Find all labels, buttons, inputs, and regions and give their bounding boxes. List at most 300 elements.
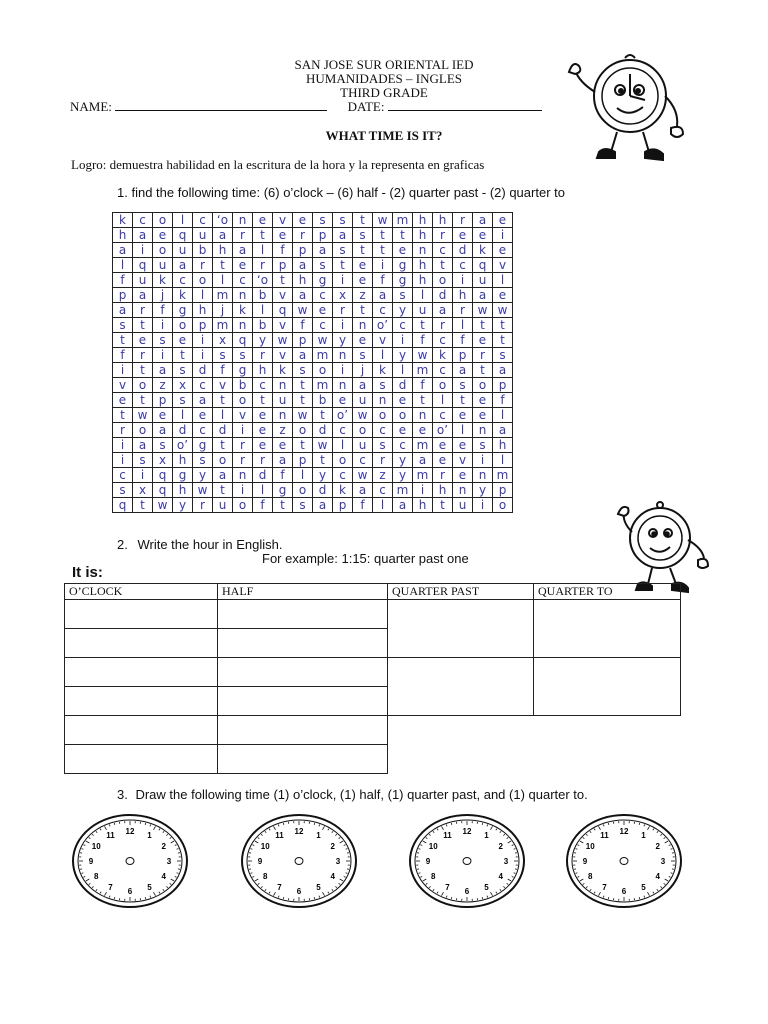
word-search-cell[interactable]: r (253, 348, 273, 363)
word-search-cell[interactable]: h (433, 483, 453, 498)
word-search-cell[interactable]: e (473, 408, 493, 423)
word-search-cell[interactable]: k (273, 363, 293, 378)
word-search-cell[interactable]: t (133, 498, 153, 513)
answer-cell[interactable] (65, 658, 218, 687)
word-search-cell[interactable]: w (153, 498, 173, 513)
word-search-cell[interactable]: k (233, 303, 253, 318)
word-search-cell[interactable]: j (353, 363, 373, 378)
word-search-cell[interactable]: n (333, 348, 353, 363)
word-search-cell[interactable]: t (173, 348, 193, 363)
word-search-cell[interactable]: t (133, 363, 153, 378)
word-search-cell[interactable]: t (133, 318, 153, 333)
word-search-cell[interactable]: s (473, 438, 493, 453)
word-search-cell[interactable]: f (453, 333, 473, 348)
word-search-cell[interactable]: c (193, 423, 213, 438)
word-search-cell[interactable]: i (113, 453, 133, 468)
word-search-cell[interactable]: e (473, 333, 493, 348)
word-search-cell[interactable]: s (493, 348, 513, 363)
word-search-cell[interactable]: s (213, 348, 233, 363)
word-search-cell[interactable]: t (133, 393, 153, 408)
word-search-cell[interactable]: c (353, 453, 373, 468)
word-search-cell[interactable]: ‘o (213, 213, 233, 228)
word-search-cell[interactable]: t (353, 213, 373, 228)
word-search-cell[interactable]: o’ (173, 438, 193, 453)
word-search-cell[interactable]: i (333, 318, 353, 333)
word-search-cell[interactable]: v (113, 378, 133, 393)
word-search-cell[interactable]: c (253, 378, 273, 393)
word-search-cell[interactable]: n (453, 483, 473, 498)
word-search-cell[interactable]: a (113, 303, 133, 318)
answer-cell[interactable] (65, 745, 218, 774)
word-search-cell[interactable]: f (113, 273, 133, 288)
word-search-cell[interactable]: e (353, 273, 373, 288)
word-search-cell[interactable]: t (293, 438, 313, 453)
word-search-cell[interactable]: d (313, 423, 333, 438)
word-search-cell[interactable]: v (273, 318, 293, 333)
word-search-cell[interactable]: d (453, 243, 473, 258)
word-search-cell[interactable]: h (173, 483, 193, 498)
word-search-cell[interactable]: w (493, 303, 513, 318)
word-search-cell[interactable]: h (213, 243, 233, 258)
word-search-cell[interactable]: o (313, 363, 333, 378)
word-search-cell[interactable]: c (393, 438, 413, 453)
word-search-cell[interactable]: o (433, 273, 453, 288)
clock-face-3[interactable] (407, 812, 527, 910)
word-search-cell[interactable]: l (493, 273, 513, 288)
word-search-cell[interactable]: h (453, 288, 473, 303)
word-search-cell[interactable]: a (133, 228, 153, 243)
word-search-cell[interactable]: g (313, 273, 333, 288)
word-search-cell[interactable]: q (153, 483, 173, 498)
word-search-cell[interactable]: e (393, 393, 413, 408)
word-search-cell[interactable]: s (293, 363, 313, 378)
clock-face-2[interactable] (239, 812, 359, 910)
word-search-cell[interactable]: e (493, 243, 513, 258)
answer-cell[interactable] (65, 629, 218, 658)
word-search-cell[interactable]: i (373, 258, 393, 273)
word-search-cell[interactable]: t (433, 498, 453, 513)
word-search-cell[interactable]: n (273, 378, 293, 393)
word-search-cell[interactable]: c (373, 483, 393, 498)
word-search-cell[interactable]: z (353, 288, 373, 303)
word-search-cell[interactable]: c (373, 303, 393, 318)
word-search-cell[interactable]: m (313, 378, 333, 393)
word-search-cell[interactable]: c (433, 333, 453, 348)
word-search-cell[interactable]: o (293, 483, 313, 498)
word-search-cell[interactable]: h (193, 303, 213, 318)
answer-cell[interactable] (65, 687, 218, 716)
word-search-cell[interactable]: i (193, 333, 213, 348)
word-search-cell[interactable]: e (173, 333, 193, 348)
word-search-cell[interactable]: i (153, 348, 173, 363)
word-search-cell[interactable]: o (133, 378, 153, 393)
word-search-cell[interactable]: w (293, 303, 313, 318)
word-search-cell[interactable]: o (233, 498, 253, 513)
word-search-cell[interactable]: q (113, 498, 133, 513)
word-search-cell[interactable]: p (313, 228, 333, 243)
word-search-cell[interactable]: l (213, 273, 233, 288)
word-search-cell[interactable]: t (113, 333, 133, 348)
word-search-cell[interactable]: c (113, 468, 133, 483)
word-search-cell[interactable]: f (413, 378, 433, 393)
word-search-cell[interactable]: p (273, 258, 293, 273)
word-search-cell[interactable]: g (193, 438, 213, 453)
word-search-cell[interactable]: p (153, 393, 173, 408)
word-search-cell[interactable]: m (413, 363, 433, 378)
word-search-cell[interactable]: a (353, 483, 373, 498)
word-search-cell[interactable]: o’ (373, 318, 393, 333)
answer-cell[interactable] (65, 600, 218, 629)
word-search-cell[interactable]: s (113, 483, 133, 498)
word-search-cell[interactable]: x (153, 453, 173, 468)
word-search-cell[interactable]: e (393, 243, 413, 258)
word-search-cell[interactable]: u (153, 258, 173, 273)
word-search-cell[interactable]: r (113, 423, 133, 438)
word-search-cell[interactable]: h (493, 438, 513, 453)
word-search-cell[interactable]: p (493, 378, 513, 393)
word-search-cell[interactable]: e (433, 438, 453, 453)
word-search-cell[interactable]: e (113, 393, 133, 408)
word-search-cell[interactable]: i (193, 348, 213, 363)
word-search-cell[interactable]: y (393, 468, 413, 483)
word-search-cell[interactable]: x (333, 288, 353, 303)
word-search-cell[interactable]: l (393, 363, 413, 378)
word-search-cell[interactable]: f (273, 468, 293, 483)
word-search-cell[interactable]: o’ (433, 423, 453, 438)
word-search-cell[interactable]: n (353, 318, 373, 333)
word-search-cell[interactable]: c (193, 378, 213, 393)
word-search-cell[interactable]: i (333, 273, 353, 288)
word-search-cell[interactable]: a (473, 213, 493, 228)
word-search-cell[interactable]: f (153, 303, 173, 318)
word-search-cell[interactable]: t (253, 228, 273, 243)
word-search-cell[interactable]: e (273, 228, 293, 243)
word-search-cell[interactable]: l (453, 423, 473, 438)
word-search-cell[interactable]: v (273, 288, 293, 303)
word-search-cell[interactable]: w (413, 348, 433, 363)
word-search-cell[interactable]: e (493, 213, 513, 228)
word-search-cell[interactable]: c (433, 408, 453, 423)
word-search-cell[interactable]: t (433, 258, 453, 273)
word-search-cell[interactable]: o (153, 243, 173, 258)
word-search-cell[interactable]: f (413, 333, 433, 348)
word-search-cell[interactable]: i (153, 318, 173, 333)
word-search-cell[interactable]: s (193, 453, 213, 468)
name-field[interactable] (115, 99, 327, 111)
word-search-cell[interactable]: j (153, 288, 173, 303)
word-search-cell[interactable]: h (253, 363, 273, 378)
word-search-cell[interactable]: t (293, 393, 313, 408)
word-search-cell[interactable]: l (373, 498, 393, 513)
answer-cell[interactable] (534, 600, 681, 658)
word-search-cell[interactable]: y (193, 468, 213, 483)
word-search-cell[interactable]: o (333, 453, 353, 468)
word-search-cell[interactable]: i (473, 498, 493, 513)
word-search-cell[interactable]: i (453, 273, 473, 288)
answer-cell[interactable] (218, 716, 388, 745)
word-search-cell[interactable]: n (473, 468, 493, 483)
word-search-cell[interactable]: a (133, 438, 153, 453)
word-search-cell[interactable]: l (493, 408, 513, 423)
word-search-cell[interactable]: l (173, 213, 193, 228)
word-search-cell[interactable]: c (433, 363, 453, 378)
word-search-cell[interactable]: o (493, 498, 513, 513)
word-search-cell[interactable]: f (493, 393, 513, 408)
word-search-cell[interactable]: g (393, 258, 413, 273)
word-search-cell[interactable]: n (413, 408, 433, 423)
word-search-cell[interactable]: w (353, 468, 373, 483)
word-search-cell[interactable]: c (313, 318, 333, 333)
word-search-cell[interactable]: e (453, 468, 473, 483)
word-search-cell[interactable]: v (453, 453, 473, 468)
word-search-cell[interactable]: z (373, 468, 393, 483)
word-search-cell[interactable]: a (493, 363, 513, 378)
word-search-cell[interactable]: a (333, 228, 353, 243)
clock-face-1[interactable] (70, 812, 190, 910)
word-search-cell[interactable]: a (293, 288, 313, 303)
word-search-cell[interactable]: c (233, 273, 253, 288)
word-search-cell[interactable]: s (153, 438, 173, 453)
word-search-cell[interactable]: t (253, 393, 273, 408)
word-search-cell[interactable]: r (233, 438, 253, 453)
word-search-cell[interactable]: u (213, 498, 233, 513)
word-search-cell[interactable]: t (493, 333, 513, 348)
word-search-cell[interactable]: a (393, 498, 413, 513)
word-search-cell[interactable]: a (353, 378, 373, 393)
word-search-cell[interactable]: s (233, 348, 253, 363)
word-search-cell[interactable]: r (373, 453, 393, 468)
word-search-cell[interactable]: p (293, 333, 313, 348)
word-search-cell[interactable]: e (253, 408, 273, 423)
word-search-cell[interactable]: l (213, 408, 233, 423)
word-search-cell[interactable]: q (133, 258, 153, 273)
word-search-cell[interactable]: s (133, 453, 153, 468)
word-search-cell[interactable]: l (293, 468, 313, 483)
word-search-cell[interactable]: e (153, 408, 173, 423)
word-search-cell[interactable]: y (393, 303, 413, 318)
word-search-cell[interactable]: t (453, 393, 473, 408)
word-search-cell[interactable]: i (113, 438, 133, 453)
word-search-cell[interactable]: t (213, 483, 233, 498)
word-search-cell[interactable]: l (453, 318, 473, 333)
word-search-cell[interactable]: o (233, 393, 253, 408)
word-search-cell[interactable]: c (313, 288, 333, 303)
word-search-cell[interactable]: e (353, 258, 373, 273)
word-search-cell[interactable]: t (293, 378, 313, 393)
word-search-cell[interactable]: v (233, 408, 253, 423)
answer-cell[interactable] (218, 745, 388, 774)
word-search-cell[interactable]: r (233, 453, 253, 468)
word-search-cell[interactable]: k (113, 213, 133, 228)
word-search-cell[interactable]: f (273, 243, 293, 258)
word-search-cell[interactable]: s (113, 318, 133, 333)
word-search-cell[interactable]: y (393, 348, 413, 363)
word-search-cell[interactable]: f (213, 363, 233, 378)
word-search-cell[interactable]: t (213, 393, 233, 408)
word-search-cell[interactable]: v (213, 378, 233, 393)
word-search-cell[interactable]: k (433, 348, 453, 363)
word-search-cell[interactable]: i (133, 243, 153, 258)
word-search-cell[interactable]: n (333, 378, 353, 393)
word-search-cell[interactable]: r (453, 303, 473, 318)
word-search-cell[interactable]: r (133, 348, 153, 363)
word-search-cell[interactable]: k (373, 363, 393, 378)
word-search-cell[interactable]: w (273, 333, 293, 348)
word-search-cell[interactable]: c (333, 423, 353, 438)
word-search-cell[interactable]: k (153, 273, 173, 288)
word-search-cell[interactable]: r (433, 318, 453, 333)
word-search-cell[interactable]: t (413, 318, 433, 333)
word-search-cell[interactable]: t (313, 453, 333, 468)
word-search-cell[interactable]: m (393, 213, 413, 228)
word-search-cell[interactable]: l (413, 288, 433, 303)
word-search-cell[interactable]: a (433, 303, 453, 318)
word-search-cell[interactable]: q (233, 333, 253, 348)
word-search-cell[interactable]: t (313, 408, 333, 423)
word-search-cell[interactable]: r (133, 303, 153, 318)
word-search-cell[interactable]: r (193, 258, 213, 273)
answer-cell[interactable] (65, 716, 218, 745)
word-search-cell[interactable]: m (393, 483, 413, 498)
answer-cell[interactable] (388, 600, 534, 658)
word-search-cell[interactable]: g (393, 273, 413, 288)
clock-face-4[interactable] (564, 812, 684, 910)
word-search-cell[interactable]: g (173, 303, 193, 318)
answer-cell[interactable] (218, 687, 388, 716)
word-search-cell[interactable]: f (353, 498, 373, 513)
word-search-cell[interactable]: u (273, 393, 293, 408)
word-search-cell[interactable]: w (373, 213, 393, 228)
answer-cell[interactable] (534, 658, 681, 716)
word-search-cell[interactable]: h (413, 258, 433, 273)
word-search-cell[interactable]: r (253, 453, 273, 468)
answer-cell[interactable] (218, 600, 388, 629)
word-search-cell[interactable]: s (373, 378, 393, 393)
word-search-cell[interactable]: c (433, 243, 453, 258)
word-search-cell[interactable]: b (253, 288, 273, 303)
word-search-cell[interactable]: s (313, 213, 333, 228)
word-search-cell[interactable]: l (173, 408, 193, 423)
word-search-cell[interactable]: n (233, 318, 253, 333)
word-search-cell[interactable]: s (333, 243, 353, 258)
word-search-cell[interactable]: c (453, 258, 473, 273)
word-search-cell[interactable]: m (493, 468, 513, 483)
word-search-cell[interactable]: s (153, 333, 173, 348)
word-search-cell[interactable]: e (453, 228, 473, 243)
word-search-cell[interactable]: t (273, 498, 293, 513)
word-search-cell[interactable]: l (333, 438, 353, 453)
word-search-cell[interactable]: r (433, 228, 453, 243)
word-search-cell[interactable]: e (453, 438, 473, 453)
word-search-cell[interactable]: w (313, 333, 333, 348)
word-search-cell[interactable]: r (453, 213, 473, 228)
word-search-cell[interactable]: n (233, 468, 253, 483)
word-search-cell[interactable]: r (233, 228, 253, 243)
answer-cell[interactable] (218, 658, 388, 687)
word-search-cell[interactable]: a (473, 288, 493, 303)
word-search-cell[interactable]: e (453, 408, 473, 423)
word-search-cell[interactable]: a (273, 453, 293, 468)
word-search-cell[interactable]: o (393, 408, 413, 423)
word-search-cell[interactable]: n (413, 243, 433, 258)
word-search-cell[interactable]: i (233, 483, 253, 498)
word-search-cell[interactable]: t (353, 243, 373, 258)
word-search-cell[interactable]: g (233, 363, 253, 378)
word-search-cell[interactable]: d (393, 378, 413, 393)
word-search-cell[interactable]: i (493, 228, 513, 243)
word-search-cell[interactable]: e (433, 453, 453, 468)
word-search-cell[interactable]: a (113, 243, 133, 258)
word-search-cell[interactable]: u (353, 438, 373, 453)
word-search-cell[interactable]: p (453, 348, 473, 363)
word-search-cell[interactable]: ‘o (253, 273, 273, 288)
word-search-cell[interactable]: o’ (333, 408, 353, 423)
word-search-cell[interactable]: r (293, 228, 313, 243)
word-search-cell[interactable]: a (493, 423, 513, 438)
word-search-cell[interactable]: n (233, 213, 253, 228)
word-search-cell[interactable]: n (233, 288, 253, 303)
word-search-cell[interactable]: e (493, 288, 513, 303)
word-search-cell[interactable]: e (393, 423, 413, 438)
word-search-cell[interactable]: v (373, 333, 393, 348)
word-search-cell[interactable]: l (113, 258, 133, 273)
word-search-cell[interactable]: u (413, 303, 433, 318)
word-search-cell[interactable]: r (433, 468, 453, 483)
word-search-cell[interactable]: y (473, 483, 493, 498)
word-search-cell[interactable]: a (293, 258, 313, 273)
word-search-cell[interactable]: w (473, 303, 493, 318)
word-search-cell[interactable]: p (113, 288, 133, 303)
word-search-cell[interactable]: u (193, 228, 213, 243)
word-search-cell[interactable]: e (253, 438, 273, 453)
word-search-cell[interactable]: e (353, 333, 373, 348)
word-search-cell[interactable]: h (413, 228, 433, 243)
word-search-cell[interactable]: f (253, 498, 273, 513)
word-search-cell[interactable]: h (413, 498, 433, 513)
word-search-cell[interactable]: e (233, 258, 253, 273)
word-search-cell[interactable]: r (473, 348, 493, 363)
word-search-cell[interactable]: t (113, 408, 133, 423)
word-search-cell[interactable]: h (293, 273, 313, 288)
word-search-cell[interactable]: d (213, 423, 233, 438)
word-search-cell[interactable]: a (193, 393, 213, 408)
word-search-cell[interactable]: i (113, 363, 133, 378)
word-search-cell[interactable]: r (333, 303, 353, 318)
word-search-cell[interactable]: o (353, 423, 373, 438)
word-search-cell[interactable]: h (433, 213, 453, 228)
word-search-cell[interactable]: o (293, 423, 313, 438)
word-search-cell[interactable]: h (413, 213, 433, 228)
word-search-cell[interactable]: e (253, 423, 273, 438)
word-search-cell[interactable]: b (253, 318, 273, 333)
word-search-cell[interactable]: o (433, 378, 453, 393)
word-search-cell[interactable]: a (153, 363, 173, 378)
word-search-cell[interactable]: s (313, 258, 333, 273)
word-search-cell[interactable]: p (293, 243, 313, 258)
word-search-cell[interactable]: p (333, 498, 353, 513)
word-search-cell[interactable]: j (213, 303, 233, 318)
word-search-cell[interactable]: e (273, 438, 293, 453)
word-search-cell[interactable]: a (133, 288, 153, 303)
word-search-cell[interactable]: q (273, 303, 293, 318)
word-search-cell[interactable]: e (333, 393, 353, 408)
word-search-cell[interactable]: i (393, 333, 413, 348)
word-search-cell[interactable]: n (373, 393, 393, 408)
date-field[interactable] (388, 99, 542, 111)
word-search-cell[interactable]: a (213, 468, 233, 483)
word-search-cell[interactable]: c (173, 273, 193, 288)
word-search-cell[interactable]: t (273, 273, 293, 288)
